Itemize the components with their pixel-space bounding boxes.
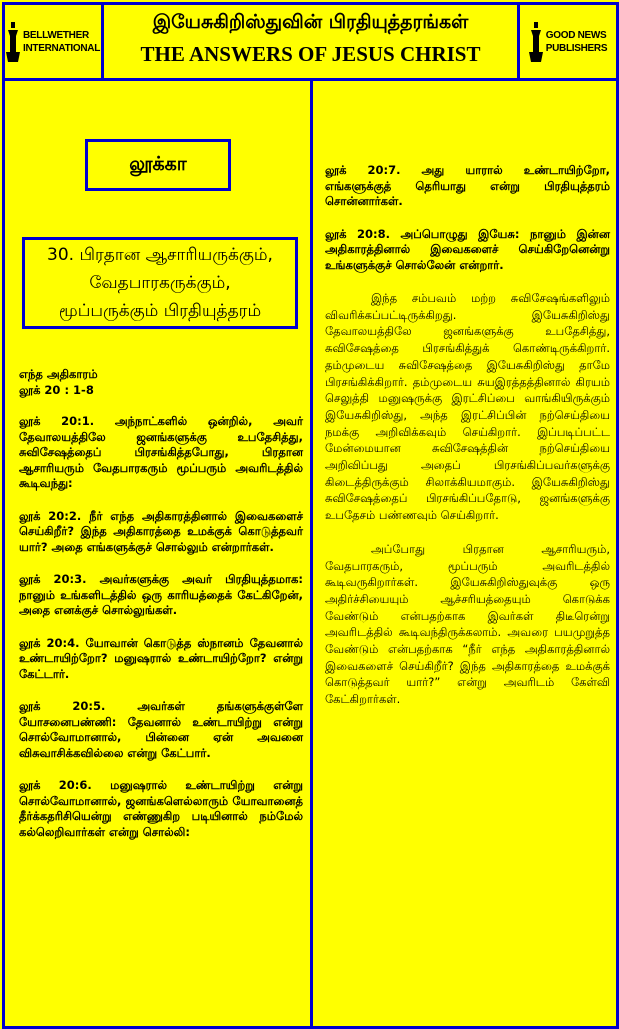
subject-title: எந்த அதிகாரம் — [19, 367, 98, 381]
header — [5, 5, 616, 81]
verse-20-2: லூக் 20:2. நீர் எந்த அதிகாரத்தினால் இவைகளைச் செய்கிறீர்? இந்த அதிகாரத்தை உமக்குக் கொடுத்தவர் யார்? அதை எங்களுக்குச் சொல்லும் என்றார்கள். — [19, 508, 303, 554]
good-news-logo — [517, 5, 616, 78]
logo-left-line-1: BELLWETHER — [22, 29, 89, 41]
left-column — [19, 367, 303, 857]
verse-20-6: லூக் 20:6. மனுஷரால் உண்டாயிற்று என்று சொல்வோமானால், ஜனங்களெல்லாரும் யோவானைத் தீர்க்கதரிசியென்று எண்ணுகிற படியினால் நம்மேல் கல்லெறிவார்கள் என்று சொல்லி: — [19, 778, 303, 839]
subject-block — [19, 367, 303, 398]
verse-20-4: லூக் 20:4. யோவான் கொடுத்த ஸ்நானம் தேவனால் உண்டாயிற்றோ? மனுஷரால் உண்டாயிற்றோ? என்று கேட்டார். — [19, 635, 303, 681]
page-frame — [2, 2, 619, 1029]
verse-20-5: லூக் 20:5. அவர்கள் தங்களுக்குள்ளே யோசனைபண்ணி: தேவனால் உண்டாயிற்று என்று சொல்வோமானால், பின்னை ஏன் அவனை விசுவாசிக்கவில்லை என்று கேட்பார். — [19, 699, 303, 760]
commentary-paragraph-2: அப்போது பிரதான ஆசாரியரும், வேதபாரகரும், மூப்பரும் அவரிடத்தில் கூடிவருகிறார்கள். இயேசுகிறிஸ்துவுக்கு ஒரு அதிர்ச்சியையும் ஆச்சரியத்தையும் கொடுக்க வேண்டும் என்பதற்காக இவர்கள் திடீரென்று அவரிடத்தில் கூடிவந்திருக்கலாம். அவரை பயமுறுத்த வேண்டும் என்பதற்காக “நீர் எந்த அதிகாரத்தினால் இவைகளைச் செய்கிறீர்? இந்த அதிகாரத்தை உமக்குக் கொடுத்தவர் யார்?” என்று அவரிடம் கேள்வி கேட்கிறார்கள். — [325, 541, 610, 707]
section-heading-line-3: மூப்பருக்கும் பிரதியுத்தரம் — [58, 301, 262, 321]
title-tamil: இயேசுகிறிஸ்துவின் பிரதியுத்தரங்கள் — [152, 11, 469, 33]
bellwether-logo-icon — [6, 22, 20, 62]
section-heading-line-1: 30. பிரதான ஆசாரியருக்கும், — [47, 245, 273, 265]
section-heading — [22, 237, 298, 329]
logo-left-line-2: INTERNATIONAL — [22, 42, 101, 54]
verse-20-1: லூக் 20:1. அந்நாட்களில் ஒன்றில், அவர் தேவாலயத்திலே ஜனங்களுக்கு உபதேசித்து, சுவிசேஷத்தைப் பிரசங்கித்தபோது, பிரதான ஆசாரியரும் வேதபாரகரும் மூப்பரும் அவரிடத்தில் கூடிவந்து: — [19, 414, 303, 490]
bellwether-logo — [5, 5, 104, 78]
book-title: லூக்கா — [85, 139, 231, 191]
commentary-paragraph-1: இந்த சம்பவம் மற்ற சுவிசேஷங்களிலும் விவரிக்கப்பட்டிருக்கிறது. இயேசுகிறிஸ்து தேவாலயத்திலே ஜனங்களுக்கு உபதேசித்து, சுவிசேஷத்தை பிரசங்கித்துக் கொண்டிருக்கிறார். தம்முடைய சுவிசேஷத்தை இயேசுகிறிஸ்து தாமே பிரசங்கிக்கிறார். தம்முடைய சுயஇரத்தத்தினால் கிரயம் செலுத்தி மனுஷருக்கு இரட்சிப்பை வாங்கியிருக்கும் இயேசுகிறிஸ்து, அந்த இரட்சிப்பின் நற்செய்தியை நமக்கு அறிவிக்கவும் செய்கிறார். இப்படிப்பட்ட மேன்மையான சுவிசேஷத்தின் நற்செய்தியை அறிவிப்பது அதைப் பிரசங்கிப்பவர்களுக்கு கிடைத்திருக்கும் சிலாக்கியமாகும். இயேசுகிறிஸ்து சுவிசேஷத்தைப் பிரசங்கிப்பதோடு, ஜனங்களுக்கு உபதேசம் பண்ணவும் செய்கிறார். — [325, 291, 610, 523]
good-news-logo-icon — [529, 22, 543, 62]
verse-20-3: லூக் 20:3. அவர்களுக்கு அவர் பிரதியுத்தமாக: நானும் உங்களிடத்தில் ஒரு காரியத்தைக் கேட்கிறேன், அதை எனக்குச் சொல்லுங்கள். — [19, 572, 303, 617]
right-column — [325, 163, 610, 725]
logo-right-line-1: GOOD NEWS — [545, 29, 607, 41]
verse-20-7: லூக் 20:7. அது யாரால் உண்டாயிற்றோ, எங்களுக்குத் தெரியாது என்று பிரதியுத்தரம் சொன்னார்கள். — [325, 163, 610, 208]
title-english: THE ANSWERS OF JESUS CHRIST — [140, 42, 481, 66]
column-divider — [310, 81, 313, 1026]
subject-reference: லூக் 20 : 1-8 — [19, 382, 94, 397]
verse-20-8: லூக் 20:8. அப்பொழுது இயேசு: நானும் இன்ன அதிகாரத்தினால் இவைகளைச் செய்கிறேனென்று உங்களுக்குச் சொல்லேன் என்றார். — [325, 226, 610, 272]
section-heading-line-2: வேதபாரகருக்கும், — [89, 273, 231, 293]
logo-right-line-2: PUBLISHERS — [545, 42, 608, 54]
title-area — [104, 5, 517, 78]
